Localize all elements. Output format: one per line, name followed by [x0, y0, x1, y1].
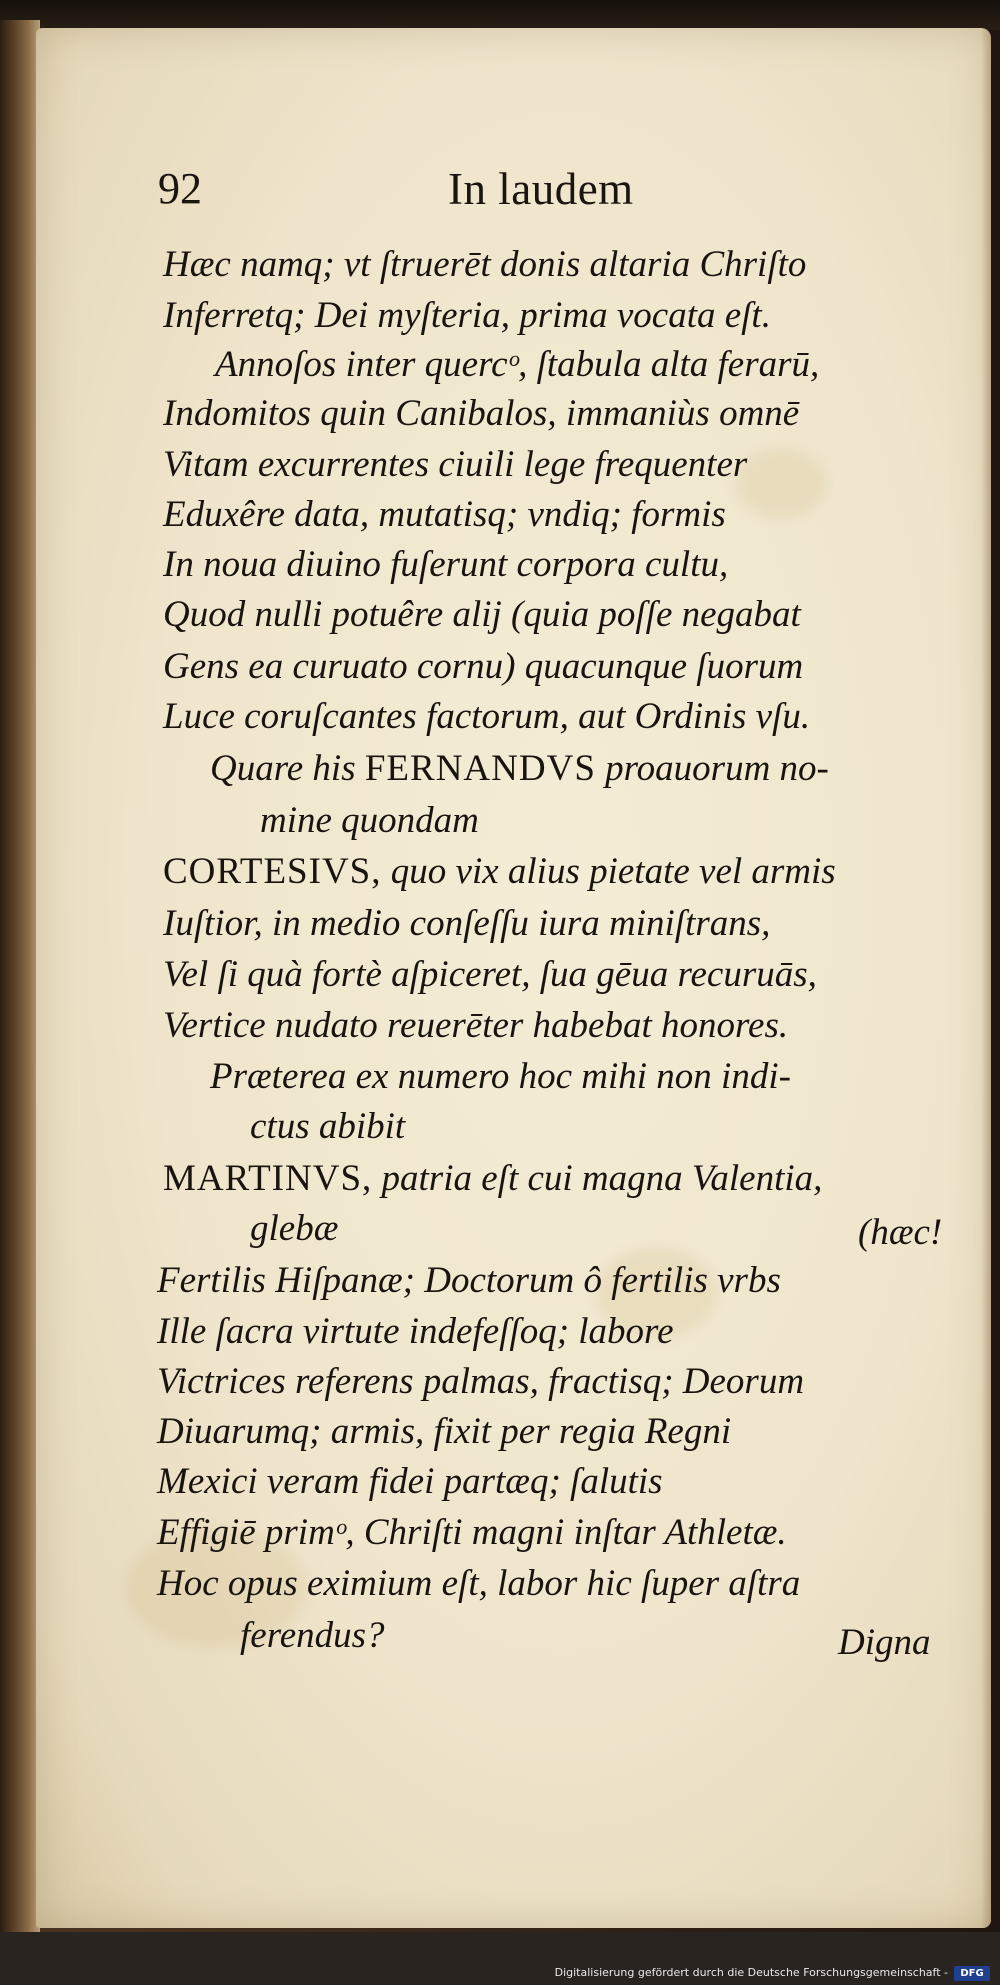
verse-line: Præterea ex numero hoc mihi non indi-	[210, 1056, 791, 1097]
verse-text: Quare his	[210, 748, 356, 789]
verse-line: Luce coruſcantes factorum, aut Ordinis vſu.	[163, 696, 811, 737]
verse-line: Vitam excurrentes ciuili lege frequenter	[163, 444, 748, 485]
scan-footer-bar	[0, 1932, 1000, 1985]
verse-text: patria eſt cui magna Valentia,	[381, 1158, 823, 1199]
verse-line: ferendus?	[240, 1615, 385, 1656]
page-edge	[981, 28, 991, 1928]
verse-line: Mexici veram fidei partæq; ſalutis	[157, 1461, 663, 1502]
verse-line	[163, 853, 836, 890]
verse-line: Annoſos inter quercᵒ, ſtabula alta ferarū,	[215, 344, 820, 385]
verse-line: Diuarumq; armis, fixit per regia Regni	[157, 1411, 732, 1452]
verse-line: ctus abibit	[250, 1106, 406, 1147]
verse-line	[210, 750, 829, 787]
verse-line: Victrices referens palmas, fractisq; Deorum	[157, 1361, 805, 1402]
page-number: 92	[158, 164, 202, 213]
paper-stain	[736, 448, 826, 518]
verse-line: Vel ſi quà fortè aſpiceret, ſua gēua recuruās,	[163, 954, 817, 995]
verse-line: Vertice nudato reuerēter habebat honores.	[163, 1005, 789, 1046]
dfg-logo: DFG	[954, 1966, 990, 1981]
proper-name: MARTINVS,	[163, 1158, 373, 1199]
verse-line: Ille ſacra virtute indefeſſoq; labore	[157, 1311, 674, 1352]
verse-line: Effigiē primᵒ, Chriſti magni inſtar Athletæ.	[157, 1512, 787, 1553]
book-spine	[0, 20, 40, 1940]
verse-line: Hoc opus eximium eſt, labor hic ſuper aſtra	[157, 1563, 801, 1604]
verse-text: proauorum no-	[605, 748, 829, 789]
digitization-credit: Digitalisierung gefördert durch die Deutsche Forschungsgemeinschaft -	[554, 1966, 948, 1979]
verse-line	[163, 1160, 822, 1197]
verse-line: Inferretq; Dei myſteria, prima vocata eſt.	[163, 295, 771, 336]
running-head: In laudem	[448, 164, 634, 214]
verse-line: Hæc namq; vt ſtruerēt donis altaria Chriſto	[163, 244, 807, 285]
verse-line: In noua diuino fuſerunt corpora cultu,	[163, 544, 729, 585]
verse-line: glebæ	[250, 1208, 339, 1249]
page-header	[158, 163, 758, 223]
verse-text: quo vix alius pietate vel armis	[390, 851, 836, 892]
verse-line-turnover: (hæc!	[858, 1212, 943, 1253]
verse-line: Indomitos quin Canibalos, immaniùs omnē	[163, 393, 800, 434]
verse-line: Gens ea curuato cornu) quacunque ſuorum	[163, 646, 804, 687]
verse-line: Quod nulli potuêre alij (quia poſſe negabat	[163, 594, 801, 635]
verse-line: Iuſtior, in medio conſeſſu iura miniſtrans,	[163, 903, 771, 944]
proper-name: FERNANDVS	[364, 748, 596, 789]
verse-line: mine quondam	[260, 800, 479, 841]
proper-name: CORTESIVS,	[163, 851, 382, 892]
scan-top-edge	[0, 0, 1000, 30]
verse-line: Eduxêre data, mutatisq; vndiq; formis	[163, 494, 726, 535]
catchword: Digna	[838, 1622, 931, 1663]
verse-line: Fertilis Hiſpanæ; Doctorum ô fertilis vrbs	[157, 1260, 781, 1301]
